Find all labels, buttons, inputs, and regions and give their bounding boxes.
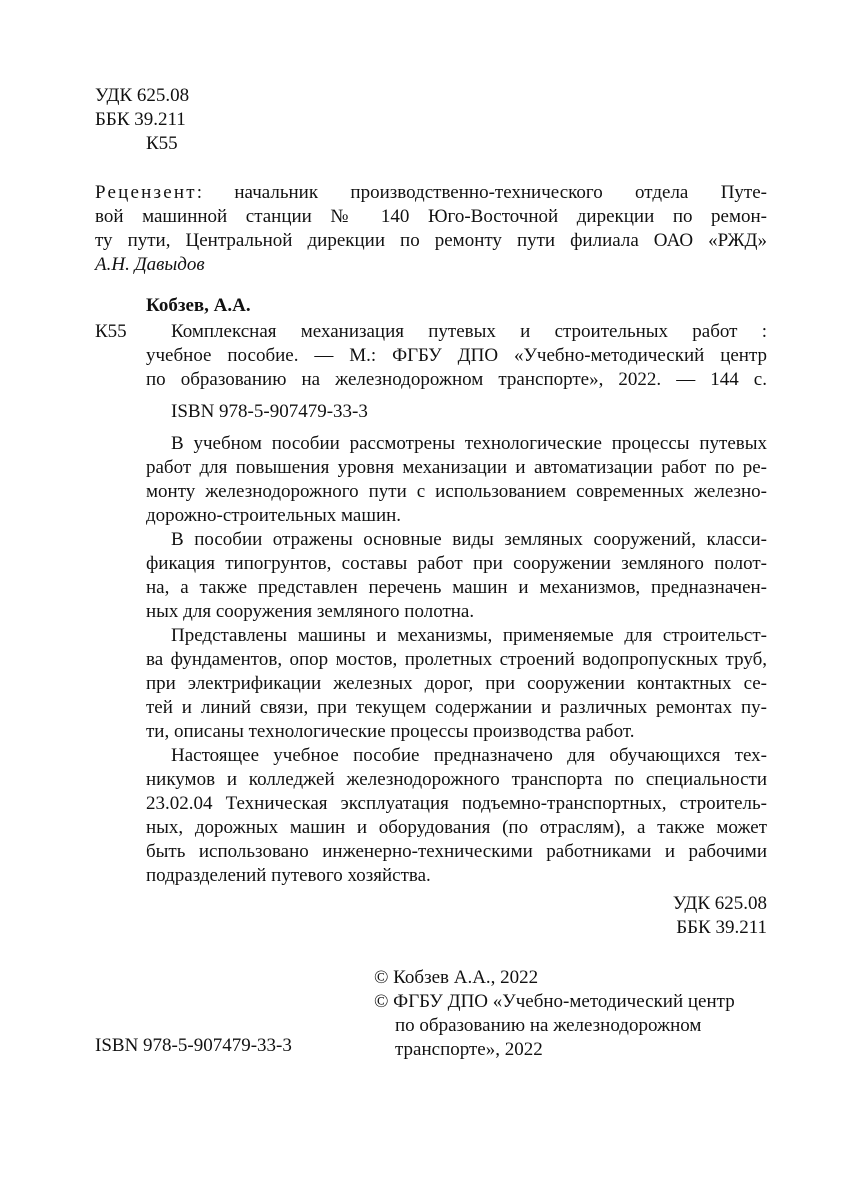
reviewer-name: А.Н. Давыдов [95,254,205,275]
abstract-p3-line-3: при электрификации железных дорог, при сооружении контактных се- [146,673,767,694]
abstract-p3-line-2: ва фундаментов, опор мостов, пролетных строений водопропускных труб, [146,649,767,670]
abstract-p4-line-2: никумов и колледжей железнодорожного транспорта по специальности [146,769,767,790]
reviewer-label: Рецензент [95,182,197,203]
abstract-p4-line-4: ных, дорожных машин и оборудования (по отраслям), а также может [146,817,767,838]
abstract-p2-line-4: ных для сооружения земляного полотна. [146,601,475,622]
abstract-p3-line-4: тей и линий связи, при текущем содержании и различных ремонтах пу- [146,697,767,718]
abstract-p3-line-1: Представлены машины и механизмы, применяемые для строительст- [171,625,767,646]
abstract-p1-line-2: работ для повышения уровня механизации и автоматизации работ по ре- [146,457,767,478]
footer-isbn: ISBN 978-5-907479-33-3 [95,1035,292,1056]
bib-isbn: ISBN 978-5-907479-33-3 [171,401,368,422]
abstract-p1-line-3: монту железнодорожного пути с использованием современных железно- [146,481,767,502]
reviewer-line-3: ту пути, Центральной дирекции по ремонту пути филиала ОАО «РЖД» [95,230,767,251]
abstract-p4-line-3: 23.02.04 Техническая эксплуатация подъемно-транспортных, строитель- [146,793,767,814]
abstract-p2-line-3: на, а также представлен перечень машин и механизмов, предназначен- [146,577,767,598]
abstract-p2-line-1: В пособии отражены основные виды земляных сооружений, класси- [171,529,767,550]
abstract-bbk: ББК 39.211 [676,917,767,938]
abstract-p4-line-5: быть использовано инженерно-техническими работниками и рабочими [146,841,767,862]
abstract-p4-line-6: подразделений путевого хозяйства. [146,865,431,886]
reviewer-line-1 [95,181,767,205]
bib-author: Кобзев, А.А. [146,295,251,316]
bib-line-2: учебное пособие. — М.: ФГБУ ДПО «Учебно-методический центр [146,345,767,366]
copyright-author: © Кобзев А.А., 2022 [374,967,539,988]
bib-line-1: Комплексная механизация путевых и строительных работ : [171,321,767,342]
reviewer-line-1-text: : начальник производственно-технического отдела Путе- [196,182,767,203]
copyright-publisher-cont-1: по образованию на железнодорожном [395,1015,702,1036]
reviewer-line-2: вой машинной станции № 140 Юго-Восточной дирекции по ремон- [95,206,767,227]
abstract-p1-line-1: В учебном пособии рассмотрены технологические процессы путевых [171,433,767,454]
abstract-udk: УДК 625.08 [672,893,767,914]
bib-mark: К55 [95,321,127,342]
bbk-code: ББК 39.211 [95,109,186,130]
abstract-p1-line-4: дорожно-строительных машин. [146,505,402,526]
author-mark: К55 [146,133,178,154]
abstract-p3-line-5: ти, описаны технологические процессы производства работ. [146,721,635,742]
copyright-publisher-cont-2: транспорте», 2022 [395,1039,543,1060]
abstract-p2-line-2: фикация типогрунтов, составы работ при сооружении земляного полот- [146,553,767,574]
abstract-p4-line-1: Настоящее учебное пособие предназначено для обучающихся тех- [171,745,767,766]
bib-line-3: по образованию на железнодорожном транспорте», 2022. — 144 с. [146,369,767,390]
udk-code: УДК 625.08 [95,85,190,106]
copyright-publisher: © ФГБУ ДПО «Учебно-методический центр [374,991,735,1012]
